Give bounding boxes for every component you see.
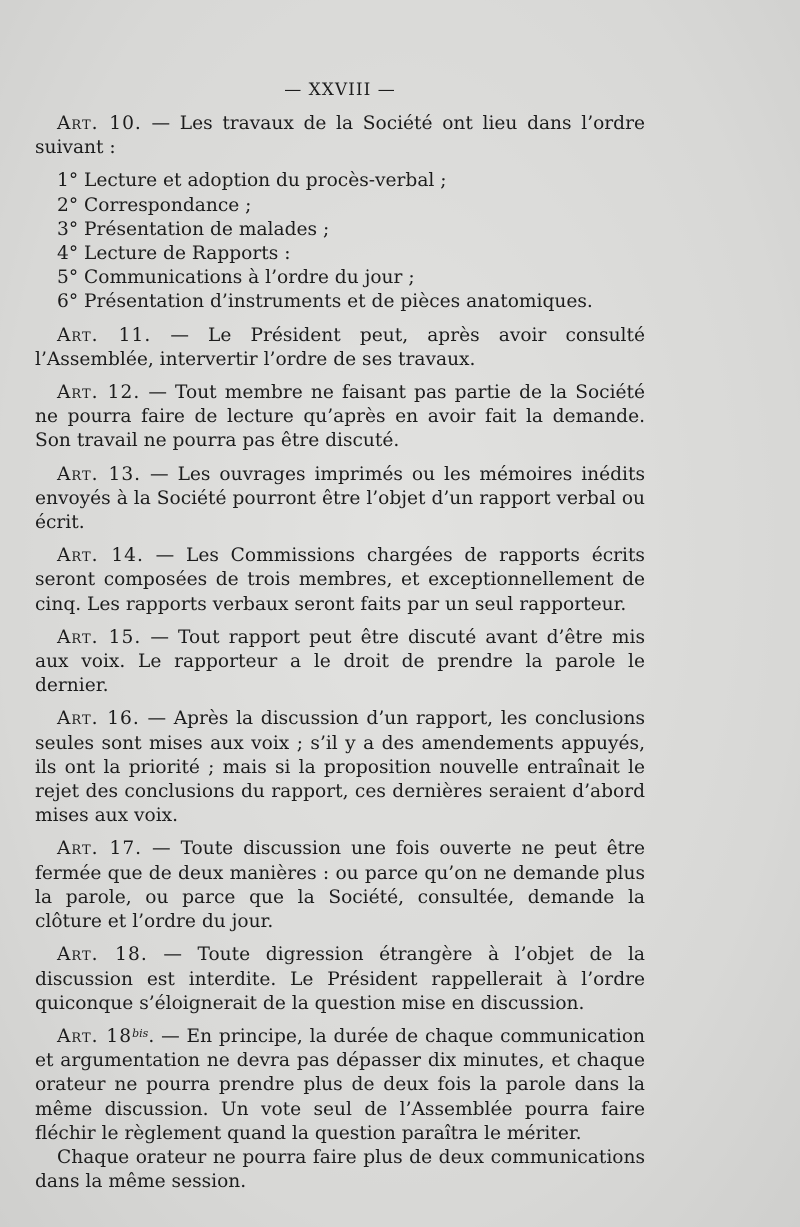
article-label: Art. 13. <box>57 463 142 485</box>
article-text: — Le Président peut, après avoir consulté l’Assemblée, intervertir l’ordre de ses travaux. <box>35 324 645 370</box>
article-text: — Les travaux de la Société ont lieu dans l’ordre suivant : <box>35 113 645 159</box>
page-body <box>35 112 645 1194</box>
list-item: 5° Communications à l’ordre du jour ; <box>57 267 415 289</box>
article-text: — Toute digression étrangère à l’objet de la discussion est interdite. Le Président rappellerait à l’ordre quiconque s’éloignerait de la question mise en discussion. <box>35 944 645 1014</box>
article-16 <box>35 707 645 828</box>
article-10 <box>35 112 645 160</box>
article-label: Art. 11. <box>57 324 152 346</box>
list-item: 3° Présentation de malades ; <box>57 218 330 240</box>
page-folio: — XXVIII — <box>284 80 396 100</box>
article-11 <box>35 324 645 372</box>
order-list <box>35 169 645 314</box>
article-text: — Tout membre ne faisant pas partie de la Société ne pourra faire de lecture qu’après en avoir fait la demande. Son travail ne pourra pas être discuté. <box>35 382 645 452</box>
list-item: 2° Correspondance ; <box>57 194 252 216</box>
article-text: . — En principe, la durée de chaque communication et argumentation ne devra pas dépasser dix minutes, et chaque orateur ne pourra prendre plus de deux fois la parole dans la même discussion. Un vote seul de l’Assemblée pourra faire fléchir le règlement quand la question paraîtra le mériter. <box>35 1025 646 1144</box>
article-text: — Après la discussion d’un rapport, les conclusions seules sont mises aux voix ; s’il y a des amendements appuyés, ils ont la priorité ; mais si la proposition nouvelle entraînait le rejet des conclusions du rapport, ces dernières seraient d’abord mises aux voix. <box>35 708 645 827</box>
article-12 <box>35 381 645 454</box>
list-item: 1° Lecture et adoption du procès-verbal ; <box>57 170 447 192</box>
article-14 <box>35 544 645 617</box>
list-item: 4° Lecture de Rapports : <box>57 243 291 265</box>
article-label: Art. 15. <box>57 626 142 648</box>
article-18-bis <box>35 1025 645 1146</box>
article-18-bis-continuation: Chaque orateur ne pourra faire plus de deux communications dans la même session. <box>35 1146 645 1193</box>
article-text: — Les ouvrages imprimés ou les mémoires inédits envoyés à la Société pourront être l’objet d’un rapport verbal ou écrit. <box>35 463 645 534</box>
article-label: Art. 12. <box>57 382 141 404</box>
article-13 <box>35 463 645 536</box>
article-text: — Tout rapport peut être discuté avant d’être mis aux voix. Le rapporteur a le droit de prendre la parole le dernier. <box>35 626 645 697</box>
article-label: Art. 18. <box>57 944 148 966</box>
article-bis-mark: bis <box>132 1026 149 1040</box>
article-15 <box>35 626 645 699</box>
article-label: Art. 18 <box>57 1025 133 1047</box>
list-item: 6° Présentation d’instruments et de pièces anatomiques. <box>57 291 593 313</box>
article-17 <box>35 837 645 934</box>
article-label: Art. 16. <box>57 708 140 730</box>
article-text: — Les Commissions chargées de rapports écrits seront composées de trois membres, et exceptionnellement de cinq. Les rapports verbaux seront faits par un seul rapporteur. <box>35 545 645 615</box>
article-18 <box>35 943 645 1016</box>
article-text: — Toute discussion une fois ouverte ne peut être fermée que de deux manières : ou parce qu’on ne demande plus la parole, ou parce que la Société, consultée, demande la clôture et l’ordre du jour. <box>35 838 645 933</box>
article-label: Art. 17. <box>57 838 143 860</box>
article-label: Art. 10. <box>57 113 142 134</box>
article-label: Art. 14. <box>57 545 144 567</box>
